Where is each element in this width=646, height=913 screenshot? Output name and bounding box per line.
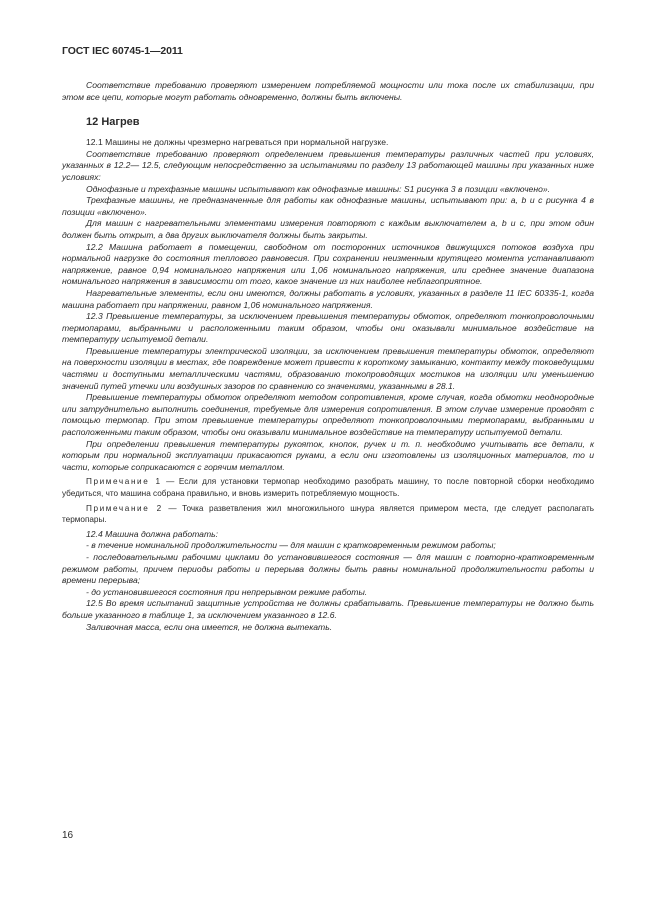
- intro-paragraph: Соответствие требованию проверяют измерением потребляемой мощности или тока после их стабилизации, при этом все цепи, которые могут работать одновременно, должны быть включены.: [62, 80, 594, 102]
- note-text: — Точка разветвления жил многожильного шнура является примером места, где следует располагать термопары.: [62, 503, 594, 525]
- paragraph-group-2: [62, 529, 594, 633]
- paragraph: 12.1 Машины не должны чрезмерно нагреваться при нормальной нагрузке.: [86, 137, 389, 148]
- note-label: Примечание 1: [86, 477, 162, 487]
- paragraph: 12.2 Машина работает в помещении, свободном от посторонних источников движущихся потоков воздуха при нормальной нагрузке до состояния теплового равновесия. При сохранении неизменным крутящего момента устанавливают напряжение, равное 0,94 номинального напряжения или 1,06 номинального напряжения, или среднее значение диапазона номинального напряжения в зависимости от того, какое значение из них наиболее неблагоприятное.: [62, 241, 594, 287]
- paragraph: Однофазные и трехфазные машины испытывают как однофазные машины: S1 рисунка 3 в позиции «включено».: [86, 183, 551, 194]
- note: [62, 503, 594, 526]
- page-number: 16: [62, 830, 74, 841]
- paragraph: 12.4 Машина должна работать:: [86, 528, 219, 539]
- note: [62, 476, 594, 499]
- paragraph: Трехфазные машины, не предназначенные для работы как однофазные машины, испытывают при: a, b и c рисунка 4 в позиции «включено».: [62, 195, 594, 217]
- paragraph: 12.5 Во время испытаний защитные устройства не должны срабатывать. Превышение температуры не должно быть больше указанного в таблице 1, за исключением указанного в 12.6.: [62, 598, 594, 620]
- paragraph: - последовательными рабочими циклами до установившегося состояния — для машин с повторно-кратковременным режимом работы, причем периоды работы и перерыва должны быть равны номинальной продолжительности работы и времени перерыва;: [62, 551, 594, 586]
- paragraph: Для машин с нагревательными элементами измерения повторяют с каждым выключателем a, b и c, при этом один должен быть открыт, а два других выключателя должны быть закрыты.: [62, 218, 594, 240]
- paragraph: Соответствие требованию проверяют определением превышения температуры различных частей при условиях, указанных в 12.2— 12.5, следующим непосредственно за испытаниями по разделу 13 работающей машины при указанных ниже условиях:: [62, 148, 594, 182]
- paragraph: Превышение температуры обмоток определяют методом сопротивления, кроме случая, когда обмотки неоднородные или затруднительно выполнить соединения, требуемые для измерения сопротивления. В этом случае измерение проводят с помощью термопар. При этом превышение температуры определяют тонкопроволочными термопарами, выбранными и расположенными таким образом, чтобы они оказывали минимальное воздействие на температуру испытуемой детали.: [62, 392, 594, 438]
- document-header: ГОСТ IEC 60745-1—2011: [62, 45, 183, 57]
- page-body: [62, 80, 594, 633]
- paragraph-group-1: [62, 137, 594, 473]
- section-heading: [62, 103, 594, 137]
- paragraph: Превышение температуры электрической изоляции, за исключением превышения температуры обмоток, определяют на поверхности изоляции в местах, где повреждение может привести к короткому замыканию, контакту между токоведущими частями и доступными металлическими частями, образованию токопроводящих мостиков на изоляции или уменьшению значений путей утечки или воздушных зазоров по сравнению со значениями, указанными в 28.1.: [62, 345, 594, 391]
- section-number: 12: [86, 116, 99, 129]
- note-label: Примечание 2: [86, 503, 163, 513]
- paragraph: - в течение номинальной продолжительности — для машин с кратковременным режимом работы;: [86, 540, 496, 551]
- note-text: — Если для установки термопар необходимо разобрать машину, то после повторной сборки необходимо убедиться, что машина собрана правильно, и вновь измерить потребляемую мощность.: [62, 477, 594, 498]
- paragraph: При определении превышения температуры рукояток, кнопок, ручек и т. п. необходимо учитывать все детали, к которым при нормальной эксплуатации прикасаются руками, а если они изготовлены из изоляционных материалов, то и части, которые соприкасаются с горячим металлом.: [62, 438, 594, 472]
- paragraph: 12.3 Превышение температуры, за исключением превышения температуры обмоток, определяют тонкопроволочными термопарами, выбранными и расположенными таким образом, чтобы они оказывали минимальное воздействие на температуру испытуемой детали.: [62, 311, 594, 345]
- notes-group: [62, 476, 594, 525]
- paragraph: - до установившегося состояния при непрерывном режиме работы.: [86, 586, 368, 597]
- paragraph: Нагревательные элементы, если они имеются, должны работать в условиях, указанных в разделе 11 IEC 60335-1, когда машина работает при напряжении, равном 1,06 номинального напряжения.: [62, 287, 594, 310]
- section-title: Нагрев: [101, 116, 140, 129]
- paragraph: Заливочная масса, если она имеется, не должна вытекать.: [86, 621, 333, 632]
